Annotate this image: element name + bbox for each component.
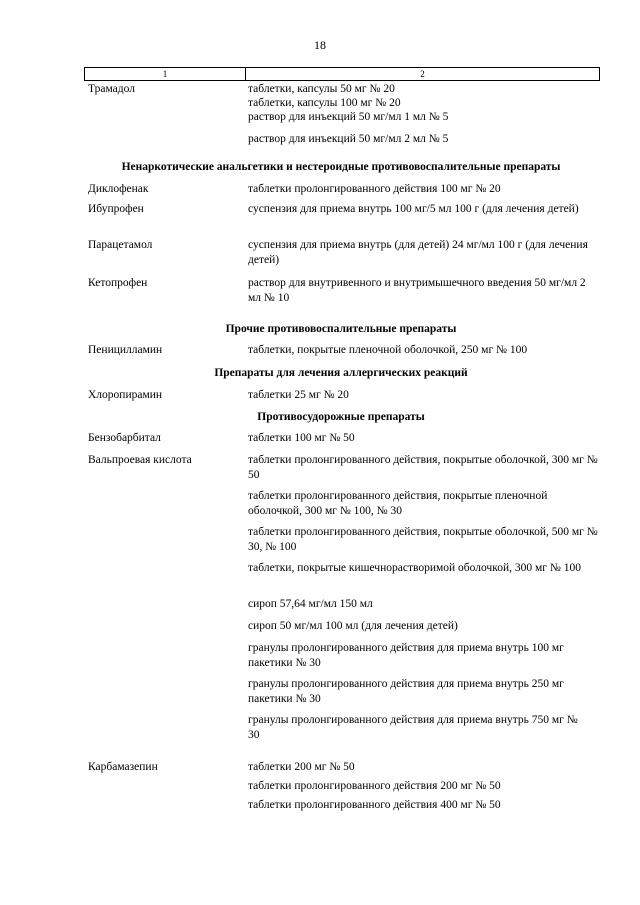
drug-name: Пеницилламин: [88, 344, 163, 356]
drug-forms: [248, 343, 598, 358]
drug-form: раствор для инъекций 50 мг/мл 2 мл № 5: [248, 133, 449, 145]
drug-form: таблетки, капсулы 100 мг № 20: [248, 97, 401, 109]
drug-forms: [248, 276, 598, 306]
table-header: [84, 67, 600, 81]
drug-name: Ибупрофен: [88, 203, 144, 215]
drug-form: сироп 50 мг/мл 100 мл (для лечения детей): [248, 620, 458, 632]
section-heading: Прочие противовоспалительные препараты: [225, 323, 457, 335]
drug-form: гранулы пролонгированного действия для приема внутрь 250 мг пакетики № 30: [248, 678, 564, 705]
drug-name: Хлоропирамин: [88, 389, 163, 401]
drug-name: Бензобарбитал: [88, 432, 161, 444]
drug-form: суспензия для приема внутрь 100 мг/5 мл 100 г (для лечения детей): [248, 203, 579, 215]
table-header-col2: 2: [420, 69, 425, 79]
drug-form: таблетки 200 мг № 50: [248, 761, 355, 773]
section-heading: Препараты для лечения аллергических реакций: [214, 367, 468, 379]
drug-form: таблетки пролонгированного действия, покрытые оболочкой, 300 мг № 50: [248, 454, 598, 481]
drug-form: сироп 57,64 мг/мл 150 мл: [248, 598, 373, 610]
drug-name: Трамадол: [88, 83, 135, 95]
drug-form: таблетки, покрытые пленочной оболочкой, 250 мг № 100: [248, 344, 528, 356]
drug-form: раствор для инъекций 50 мг/мл 1 мл № 5: [248, 111, 449, 123]
drug-form: раствор для внутривенного и внутримышечного введения 50 мг/мл 2 мл № 10: [248, 277, 586, 304]
drug-form: таблетки пролонгированного действия 100 мг № 20: [248, 183, 501, 195]
drug-name: Парацетамол: [88, 239, 153, 251]
drug-name: Вальпроевая кислота: [88, 454, 192, 466]
drug-form: таблетки 25 мг № 20: [248, 389, 349, 401]
drug-form: таблетки пролонгированного действия, покрытые оболочкой, 500 мг № 30, № 100: [248, 526, 598, 553]
drug-forms: [248, 202, 598, 217]
table-header-col1: 1: [85, 68, 246, 80]
section-heading: Противосудорожные препараты: [257, 411, 425, 423]
drug-form: таблетки пролонгированного действия, покрытые пленочной оболочкой, 300 мг № 100, № 30: [248, 490, 548, 517]
drug-form: таблетки, капсулы 50 мг № 20: [248, 83, 395, 95]
drug-form: суспензия для приема внутрь (для детей) 24 мг/мл 100 г (для лечения детей): [248, 239, 588, 266]
drug-forms: [248, 182, 598, 197]
drug-forms: [248, 238, 598, 268]
drug-forms: [248, 388, 598, 403]
drug-form: таблетки пролонгированного действия 400 мг № 50: [248, 799, 501, 811]
section-heading: Ненаркотические анальгетики и нестероидные противовоспалительные препараты: [121, 161, 561, 173]
drug-name: Диклофенак: [88, 183, 149, 195]
drug-name: Кетопрофен: [88, 277, 148, 289]
drug-form: гранулы пролонгированного действия для приема внутрь 100 мг пакетики № 30: [248, 642, 564, 669]
drug-form: таблетки 100 мг № 50: [248, 432, 355, 444]
drug-form: гранулы пролонгированного действия для приема внутрь 750 мг № 30: [248, 714, 578, 741]
drug-form: таблетки, покрытые кишечнорастворимой оболочкой, 300 мг № 100: [248, 562, 581, 574]
page-number: 18: [314, 38, 326, 52]
drug-form: таблетки пролонгированного действия 200 мг № 50: [248, 780, 501, 792]
drug-forms: [248, 431, 598, 446]
drug-name: Карбамазепин: [88, 761, 158, 773]
